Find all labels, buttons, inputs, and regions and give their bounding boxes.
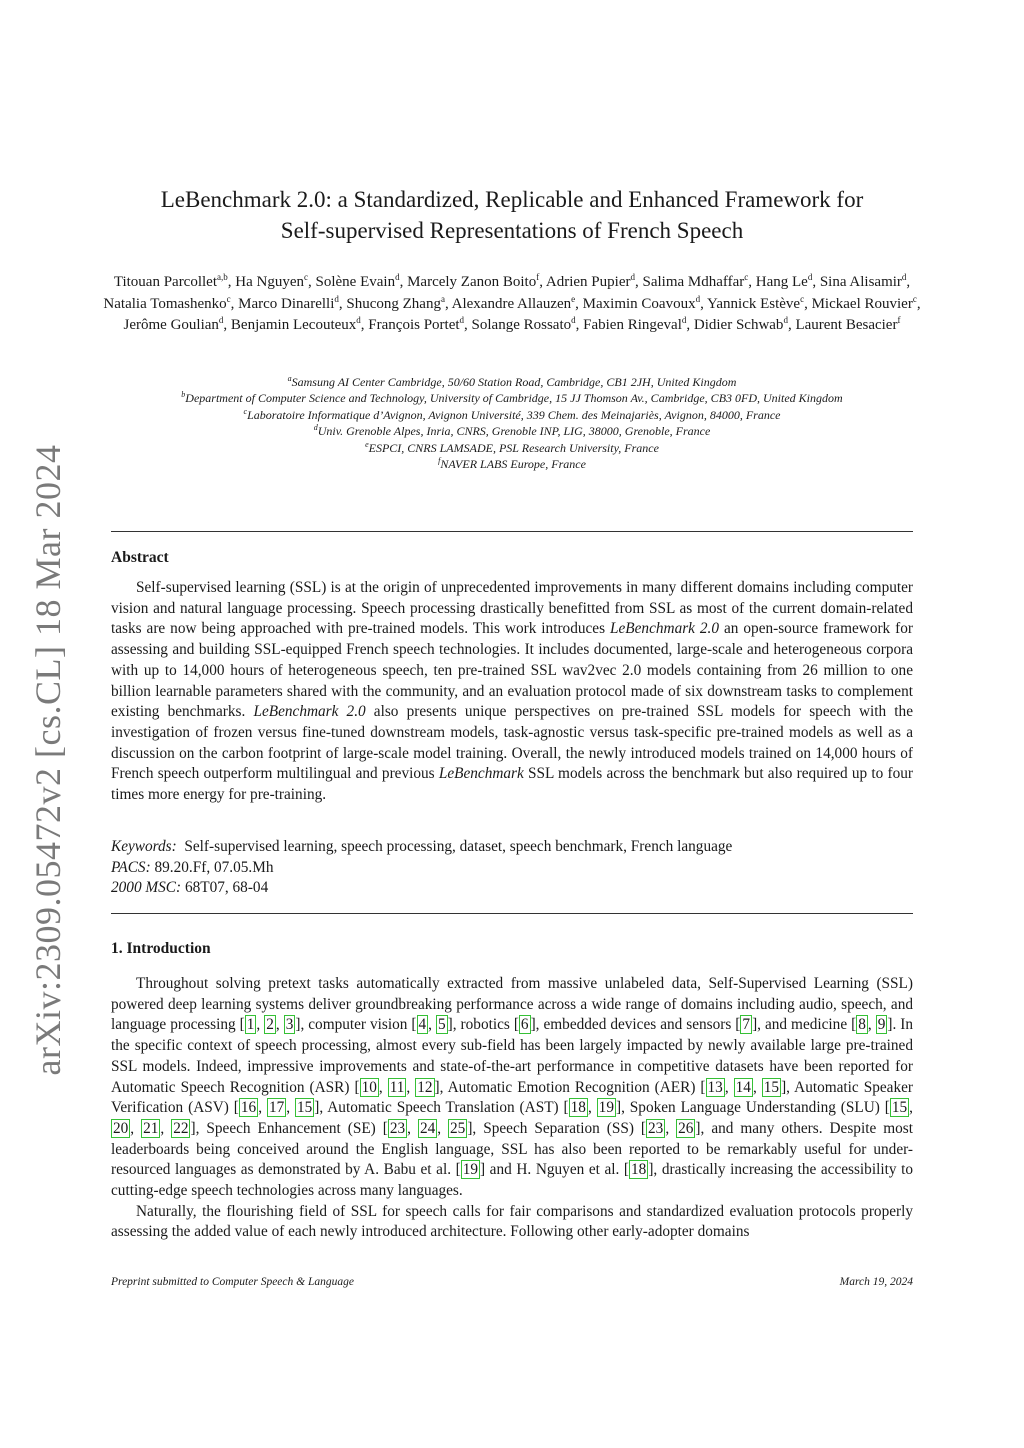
affiliation-line [100, 390, 924, 406]
msc-label: 2000 MSC: [111, 879, 182, 896]
citation-link[interactable]: 16 [240, 1099, 257, 1117]
affiliation-line [100, 407, 924, 423]
author-name: Yannick Estève [707, 295, 801, 312]
introduction-text-segment: ], embedded devices and sensors [ [530, 1016, 741, 1034]
author-name: Solange Rossato [471, 317, 572, 333]
msc-value: 68T07, 68-04 [184, 879, 269, 896]
introduction-text-segment: , [909, 1099, 913, 1117]
citation-link[interactable]: 6 [520, 1016, 529, 1034]
introduction-paragraph-2: Naturally, the flourishing field of SSL for speech calls for fair comparisons and standardized evaluation protocols properly assessing the added value of each newly introduced architecture. Following other early-adopter domains [111, 1202, 913, 1241]
author-name: Laurent Besacier [795, 317, 898, 333]
citation-link[interactable]: 26 [678, 1119, 694, 1137]
abstract-emph-3: LeBenchmark [438, 765, 524, 783]
affiliation-mark: b [181, 390, 186, 400]
citation-link[interactable]: 22 [173, 1119, 189, 1137]
author-name: Maximin Coavoux [582, 295, 696, 312]
introduction-text-segment: ]. In the specific context of speech processing, almost every sub-field has been largely impacted by newly available large pre-trained SSL models. Indeed, impressive improvements and state-of-the-art performance in competitive datasets have been reported for Automatic Speech Recognition (ASR) [ [111, 1016, 913, 1096]
abstract-bottom-rule [111, 913, 913, 914]
title-line-1: LeBenchmark 2.0: a Standardized, Replicable and Enhanced Framework for [160, 187, 864, 212]
affiliation-mark: a [287, 374, 292, 383]
author-affiliation-mark: c [744, 272, 749, 282]
introduction-heading: 1. Introduction [111, 940, 211, 957]
citation-link[interactable]: 2 [266, 1016, 274, 1034]
citation-link[interactable]: 21 [143, 1119, 159, 1137]
pacs-line [111, 858, 732, 879]
introduction-text-segment: , [428, 1016, 436, 1034]
author-name: Titouan Parcollet [113, 274, 218, 290]
author-name: Mickael Rouvier [811, 295, 913, 312]
introduction-text-segment: , [406, 1078, 416, 1096]
author-affiliation-mark: f [897, 315, 901, 325]
introduction-text-segment: , [752, 1078, 762, 1096]
author-name: Natalia Tomashenko [103, 295, 227, 312]
introduction-text-segment: ], drastically increasing the accessibility to cutting-edge speech technologies across many languages. [111, 1161, 913, 1200]
author-affiliation-mark: d [395, 272, 400, 282]
affiliation-line [100, 456, 924, 472]
citation-link[interactable]: 4 [418, 1016, 427, 1034]
citation-link[interactable]: 3 [285, 1016, 294, 1034]
title-line-2: Self-supervised Representations of French Speech [280, 218, 744, 243]
author-name: Jerôme Goulian [123, 317, 219, 333]
introduction-text-segment: ], Spoken Language Understanding (SLU) [ [615, 1099, 890, 1117]
author-name: Solène Evain [315, 274, 396, 290]
citation-link[interactable]: 18 [570, 1099, 586, 1117]
introduction-text-segment: ], computer vision [ [295, 1016, 417, 1034]
introduction-text-segment: , [258, 1099, 267, 1117]
affiliation-text: ESPCI, CNRS LAMSADE, PSL Research University, France [368, 440, 659, 455]
citation-link[interactable]: 10 [361, 1078, 377, 1096]
author-affiliation-mark: f [536, 272, 540, 282]
introduction-paragraph-1 [111, 974, 913, 1202]
introduction-text-segment: , [378, 1078, 388, 1096]
affiliation-mark: f [438, 456, 441, 466]
author-affiliation-mark: c [912, 293, 917, 304]
affiliation-line [100, 440, 924, 456]
citation-link[interactable]: 15 [763, 1078, 780, 1096]
introduction-text-segment: ], Automatic Emotion Recognition (AER) [ [434, 1078, 706, 1096]
author-name: François Portet [368, 317, 460, 333]
msc-line [111, 878, 732, 899]
citation-link[interactable]: 8 [858, 1016, 866, 1034]
abstract-emph-2: LeBenchmark 2.0 [253, 703, 366, 721]
introduction-text-segment: , [587, 1099, 597, 1117]
pacs-value: 89.20.Ff, 07.05.Mh [154, 858, 274, 876]
affiliation-text: Univ. Grenoble Alpes, Inria, CNRS, Grenoble INP, LIG, 38000, Grenoble, France [317, 424, 711, 439]
author-affiliation-mark: c [800, 293, 805, 304]
author-affiliation-mark: c [226, 293, 231, 304]
author-affiliation-mark: a,b [217, 272, 228, 282]
introduction-text-segment: ], Automatic Speaker Verification (ASV) [ [111, 1078, 913, 1117]
abstract-text-3: also presents unique perspectives on pre-trained SSL models for speech with the investigation of frozen versus fine-tuned downstream models, task-agnostic versus task-specific pre-trained models as well as a discussion on the carbon footprint of large-scale model training. Overall, the newly introduced models trained on 14,000 hours of French speech outperform multilingual and previous [111, 703, 913, 783]
introduction-text-segment: ], Speech Enhancement (SE) [ [190, 1119, 388, 1137]
abstract-emph-1: LeBenchmark 2.0 [610, 620, 720, 638]
affiliation-line [100, 374, 924, 390]
keywords-line [111, 837, 732, 858]
author-name: Fabien Ringeval [583, 317, 682, 333]
introduction-text-segment: , [407, 1119, 418, 1137]
pacs-label: PACS: [111, 858, 151, 876]
introduction-text-segment: ], Speech Separation (SS) [ [467, 1119, 647, 1137]
affiliation-list [100, 374, 924, 472]
introduction-text-segment: , [867, 1016, 876, 1034]
author-affiliation-mark: c [304, 272, 308, 282]
abstract-text-4: SSL models across the benchmark but also required up to four times more energy for pre-training. [111, 765, 914, 804]
author-name: Adrien Pupier [545, 274, 631, 290]
affiliation-text: Laboratoire Informatique d’Avignon, Avignon Université, 339 Chem. des Meinajariès, Avignon, 84000, France [247, 407, 781, 422]
introduction-text-segment: , [437, 1119, 449, 1137]
citation-link[interactable]: 17 [268, 1099, 285, 1117]
affiliation-line [100, 423, 924, 439]
citation-link[interactable]: 5 [437, 1016, 446, 1034]
introduction-text-segment: , [256, 1016, 265, 1034]
author-affiliation-mark: d [459, 315, 465, 325]
citation-link[interactable]: 23 [389, 1119, 406, 1137]
author-affiliation-mark: d [356, 315, 361, 325]
introduction-text-segment: , [286, 1099, 295, 1117]
introduction-text-segment: ] and H. Nguyen et al. [ [480, 1161, 630, 1179]
citation-link[interactable]: 13 [707, 1078, 723, 1096]
author-name: Didier Schwab [693, 317, 784, 333]
citation-link[interactable]: 19 [462, 1161, 478, 1179]
keywords-block [111, 837, 732, 899]
author-affiliation-mark: d [571, 315, 576, 325]
author-name: Hang Le [755, 274, 808, 290]
author-affiliation-mark: d [334, 293, 339, 304]
affiliation-text: NAVER LABS Europe, France [440, 457, 586, 472]
abstract-body [111, 578, 913, 806]
introduction-text-segment: , [130, 1119, 142, 1137]
affiliation-mark: c [243, 406, 248, 416]
introduction-text-segment: ], Automatic Speech Translation (AST) [ [314, 1099, 569, 1117]
author-affiliation-mark: a [440, 293, 445, 304]
footer-venue: Preprint submitted to Computer Speech & Language [111, 1276, 354, 1288]
affiliation-text: Samsung AI Center Cambridge, 50/60 Station Road, Cambridge, CB1 2JH, United Kingdom [291, 375, 737, 389]
footer-date: March 19, 2024 [839, 1276, 913, 1288]
citation-link[interactable]: 18 [631, 1161, 647, 1179]
introduction-text-segment: , [665, 1119, 677, 1137]
author-name: Marco Dinarelli [238, 295, 335, 312]
citation-link[interactable]: 25 [450, 1119, 466, 1137]
citation-link[interactable]: 20 [113, 1119, 129, 1137]
affiliation-mark: e [365, 439, 369, 449]
author-affiliation-mark: d [681, 315, 687, 325]
citation-link[interactable]: 14 [735, 1078, 751, 1096]
author-name: Alexandre Allauzen [451, 295, 572, 312]
abstract-paragraph [111, 578, 913, 806]
author-affiliation-mark: d [783, 315, 788, 325]
introduction-text-segment: , [724, 1078, 734, 1096]
citation-link[interactable]: 12 [417, 1078, 433, 1096]
author-affiliation-mark: e [571, 293, 576, 304]
introduction-text-segment: , [160, 1119, 172, 1137]
citation-link[interactable]: 24 [419, 1119, 436, 1137]
affiliation-text: Department of Computer Science and Technology, University of Cambridge, 15 JJ Thomson Av., Cambridge, CB3 0FD, United Kingdom [185, 391, 843, 406]
introduction-text-segment: ], and medicine [ [752, 1016, 857, 1034]
introduction-text-segment: ], and many others. Despite most leaderboards being conceived around the English language, SSL has also been reported to be remarkably useful for under-resourced languages as demonstrated by A. Babu et al. [ [111, 1119, 913, 1179]
author-affiliation-mark: d [218, 315, 224, 325]
author-affiliation-mark: d [695, 293, 701, 304]
abstract-text-1: Self-supervised learning (SSL) is at the origin of unprecedented improvements in many different domains including computer vision and natural language processing. Speech processing drastically benefitted from SSL as most of the current domain-related tasks are now being approached with pre-trained models. This work introduces [111, 579, 913, 638]
author-name: Marcely Zanon Boito [407, 274, 537, 290]
affiliation-mark: d [313, 423, 318, 433]
author-name: Sina Alisamir [819, 274, 902, 290]
author-affiliation-mark: d [630, 272, 635, 282]
author-affiliation-mark: d [807, 272, 813, 282]
keywords-value: Self-supervised learning, speech processing, dataset, speech benchmark, French language [184, 838, 733, 855]
author-name: Salima Mdhaffar [642, 274, 745, 290]
author-affiliation-mark: d [901, 272, 907, 282]
arxiv-stamp-text: arXiv:2309.05472v2 [cs.CL] 18 Mar 2024 [28, 444, 68, 1076]
author-name: Shucong Zhang [346, 295, 441, 312]
introduction-text-segment: ], robotics [ [447, 1016, 519, 1034]
citation-link[interactable]: 15 [891, 1099, 908, 1117]
citation-link[interactable]: 11 [389, 1078, 405, 1096]
keywords-label: Keywords: [111, 838, 177, 855]
author-name: Benjamin Lecouteux [230, 317, 357, 333]
author-list: Titouan Parcollet$^{a,b}$, Ha Nguyen$^c$, Solène Evain$^d$, Marcely Zanon Boito$^f$, Adrien Pupier$^d$, Salima Mdhaffar$^c$, Hang Le$^d$, Sina Alisamir$^d$, Natalia Tomashenko$^c$, Marco Dinarelli$^d$, Shucong Zhang$^a$, Alexandre Allauzen$^e$, Maximin Coavoux$^d$, Yannick Estève$^c$, Mickael Rouvier$^c$, Jerôme Goulian$^d$, Benjamin Lecouteux$^d$, François Portet$^d$, Solange Rossato$^d$, Fabien Ringeval$^d$, Didier Schwab$^d$, Laurent Besacier$^f$ [103, 272, 921, 333]
introduction-text-segment: Throughout solving pretext tasks automatically extracted from massive unlabeled data, Self-Supervised Learning (SSL) powered deep learning systems deliver groundbreaking performance across a wide range of domains including audio, speech, and language processing [ [111, 975, 913, 1034]
citation-link[interactable]: 7 [742, 1016, 751, 1034]
citation-link[interactable]: 19 [598, 1099, 614, 1117]
abstract-top-rule [111, 531, 913, 532]
citation-link[interactable]: 1 [246, 1016, 255, 1034]
introduction-body [111, 974, 913, 1243]
abstract-heading: Abstract [111, 549, 169, 566]
citation-link[interactable]: 15 [296, 1099, 313, 1117]
introduction-text-segment: , [275, 1016, 284, 1034]
author-name: Ha Nguyen [235, 274, 304, 290]
paper-title [112, 184, 912, 246]
citation-link[interactable]: 9 [877, 1016, 886, 1034]
abstract-text-2: an open-source framework for assessing and building SSL-equipped French speech technologies. It includes documented, large-scale and heterogeneous corpora with up to 14,000 hours of heterogeneous speech, ten pre-trained SSL wav2vec 2.0 models containing from 26 million to one billion learnable parameters shared with the community, and an evaluation protocol made of six downstream tasks to complement existing benchmarks. [111, 620, 914, 721]
citation-link[interactable]: 23 [648, 1119, 664, 1137]
